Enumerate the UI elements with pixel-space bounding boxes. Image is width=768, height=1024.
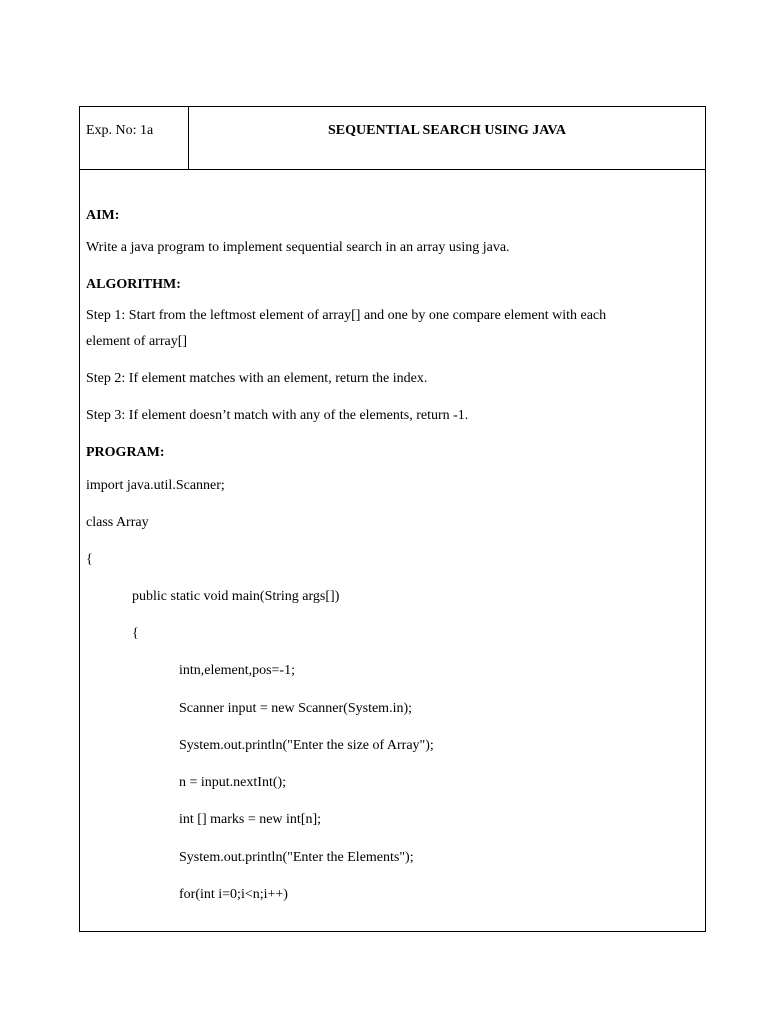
algorithm-heading: ALGORITHM: <box>86 277 181 292</box>
code-line: class Array <box>86 515 149 530</box>
aim-heading: AIM: <box>86 208 120 223</box>
experiment-table <box>79 106 706 932</box>
code-line: import java.util.Scanner; <box>86 478 225 493</box>
exp-number-cell <box>80 107 189 169</box>
algorithm-step-1-continued: element of array[] <box>86 334 188 349</box>
code-line: n = input.nextInt(); <box>179 775 287 790</box>
algorithm-step-2: Step 2: If element matches with an element, return the index. <box>86 371 428 386</box>
page-title: SEQUENTIAL SEARCH USING JAVA <box>328 123 566 138</box>
code-line: { <box>86 552 93 567</box>
program-heading: PROGRAM: <box>86 445 165 460</box>
exp-number: Exp. No: 1a <box>86 123 154 138</box>
code-line: System.out.println("Enter the Elements"); <box>179 850 414 865</box>
code-line: for(int i=0;i<n;i++) <box>179 887 288 902</box>
code-line: intn,element,pos=-1; <box>179 663 295 678</box>
code-line: System.out.println("Enter the size of Array"); <box>179 738 434 753</box>
code-line: Scanner input = new Scanner(System.in); <box>179 701 413 716</box>
code-line: public static void main(String args[]) <box>132 589 340 604</box>
algorithm-step-1: Step 1: Start from the leftmost element of array[] and one by one compare element with each <box>86 308 607 323</box>
algorithm-step-3: Step 3: If element doesn’t match with any of the elements, return -1. <box>86 408 469 423</box>
aim-text: Write a java program to implement sequential search in an array using java. <box>86 240 510 255</box>
code-line: { <box>132 626 139 641</box>
header-row <box>80 107 705 170</box>
code-line: int [] marks = new int[n]; <box>179 812 322 827</box>
